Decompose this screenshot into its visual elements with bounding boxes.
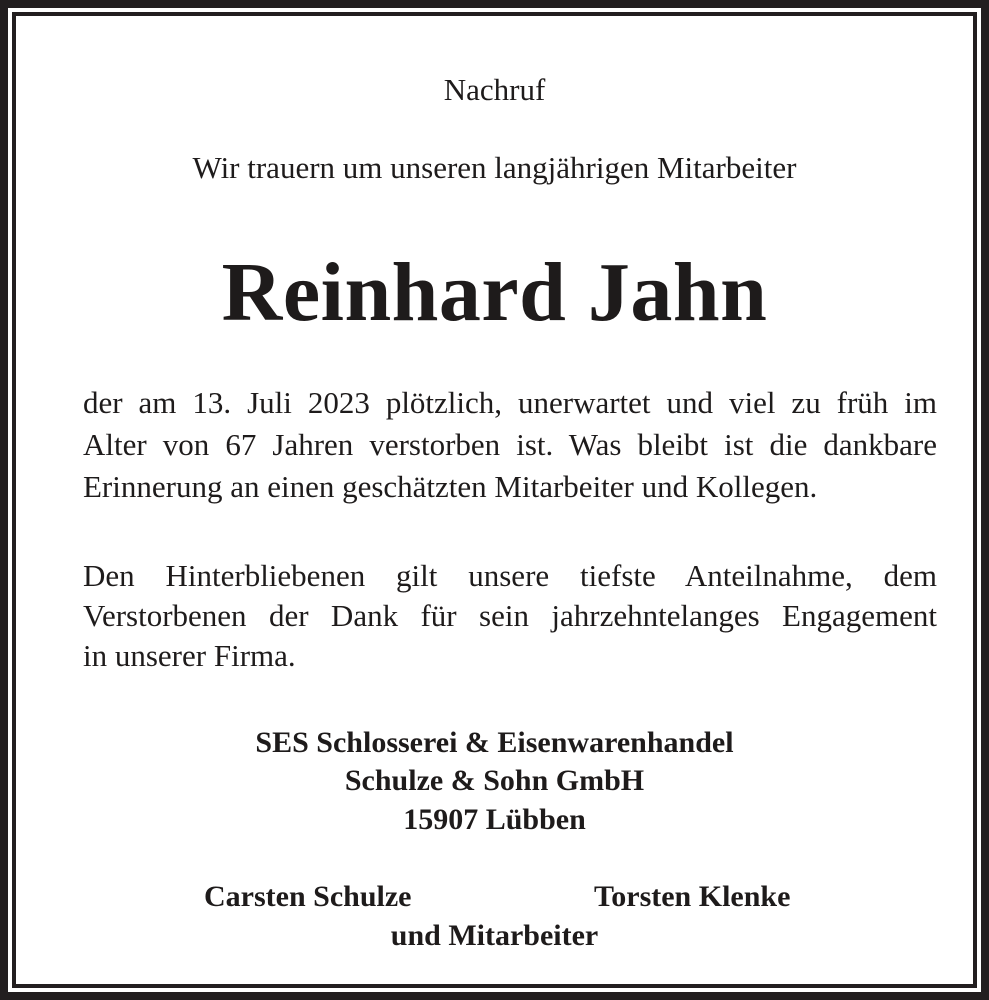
paragraph-condolence [83, 556, 937, 676]
company-location: 15907 Lübben [403, 803, 586, 836]
obituary-frame [12, 12, 977, 988]
text-line: Den Hinterbliebenen gilt unsere tiefste Anteilnahme, dem [83, 558, 937, 593]
text-line: in unserer Firma. [83, 638, 296, 673]
signature-left: Carsten Schulze [204, 880, 412, 913]
heading: Nachruf [443, 72, 546, 107]
signature-bottom: und Mitarbeiter [390, 919, 599, 952]
company-name: SES Schlosserei & Eisenwarenhandel [255, 726, 734, 759]
deceased-name: Reinhard Jahn [221, 246, 768, 339]
text-line: Alter von 67 Jahren verstorben ist. Was bleibt ist die dankbare [83, 427, 937, 462]
company-legal-name: Schulze & Sohn GmbH [344, 764, 645, 797]
text-line: Erinnerung an einen geschätzten Mitarbeiter und Kollegen. [83, 469, 818, 504]
text-line: der am 13. Juli 2023 plötzlich, unerwartet und viel zu früh im [83, 385, 937, 420]
signature-right: Torsten Klenke [594, 880, 791, 913]
text-line: Verstorbenen der Dank für sein jahrzehntelanges Engagement [83, 598, 937, 633]
paragraph-death-notice [83, 382, 937, 508]
intro-line: Wir trauern um unseren langjährigen Mitarbeiter [192, 150, 797, 185]
